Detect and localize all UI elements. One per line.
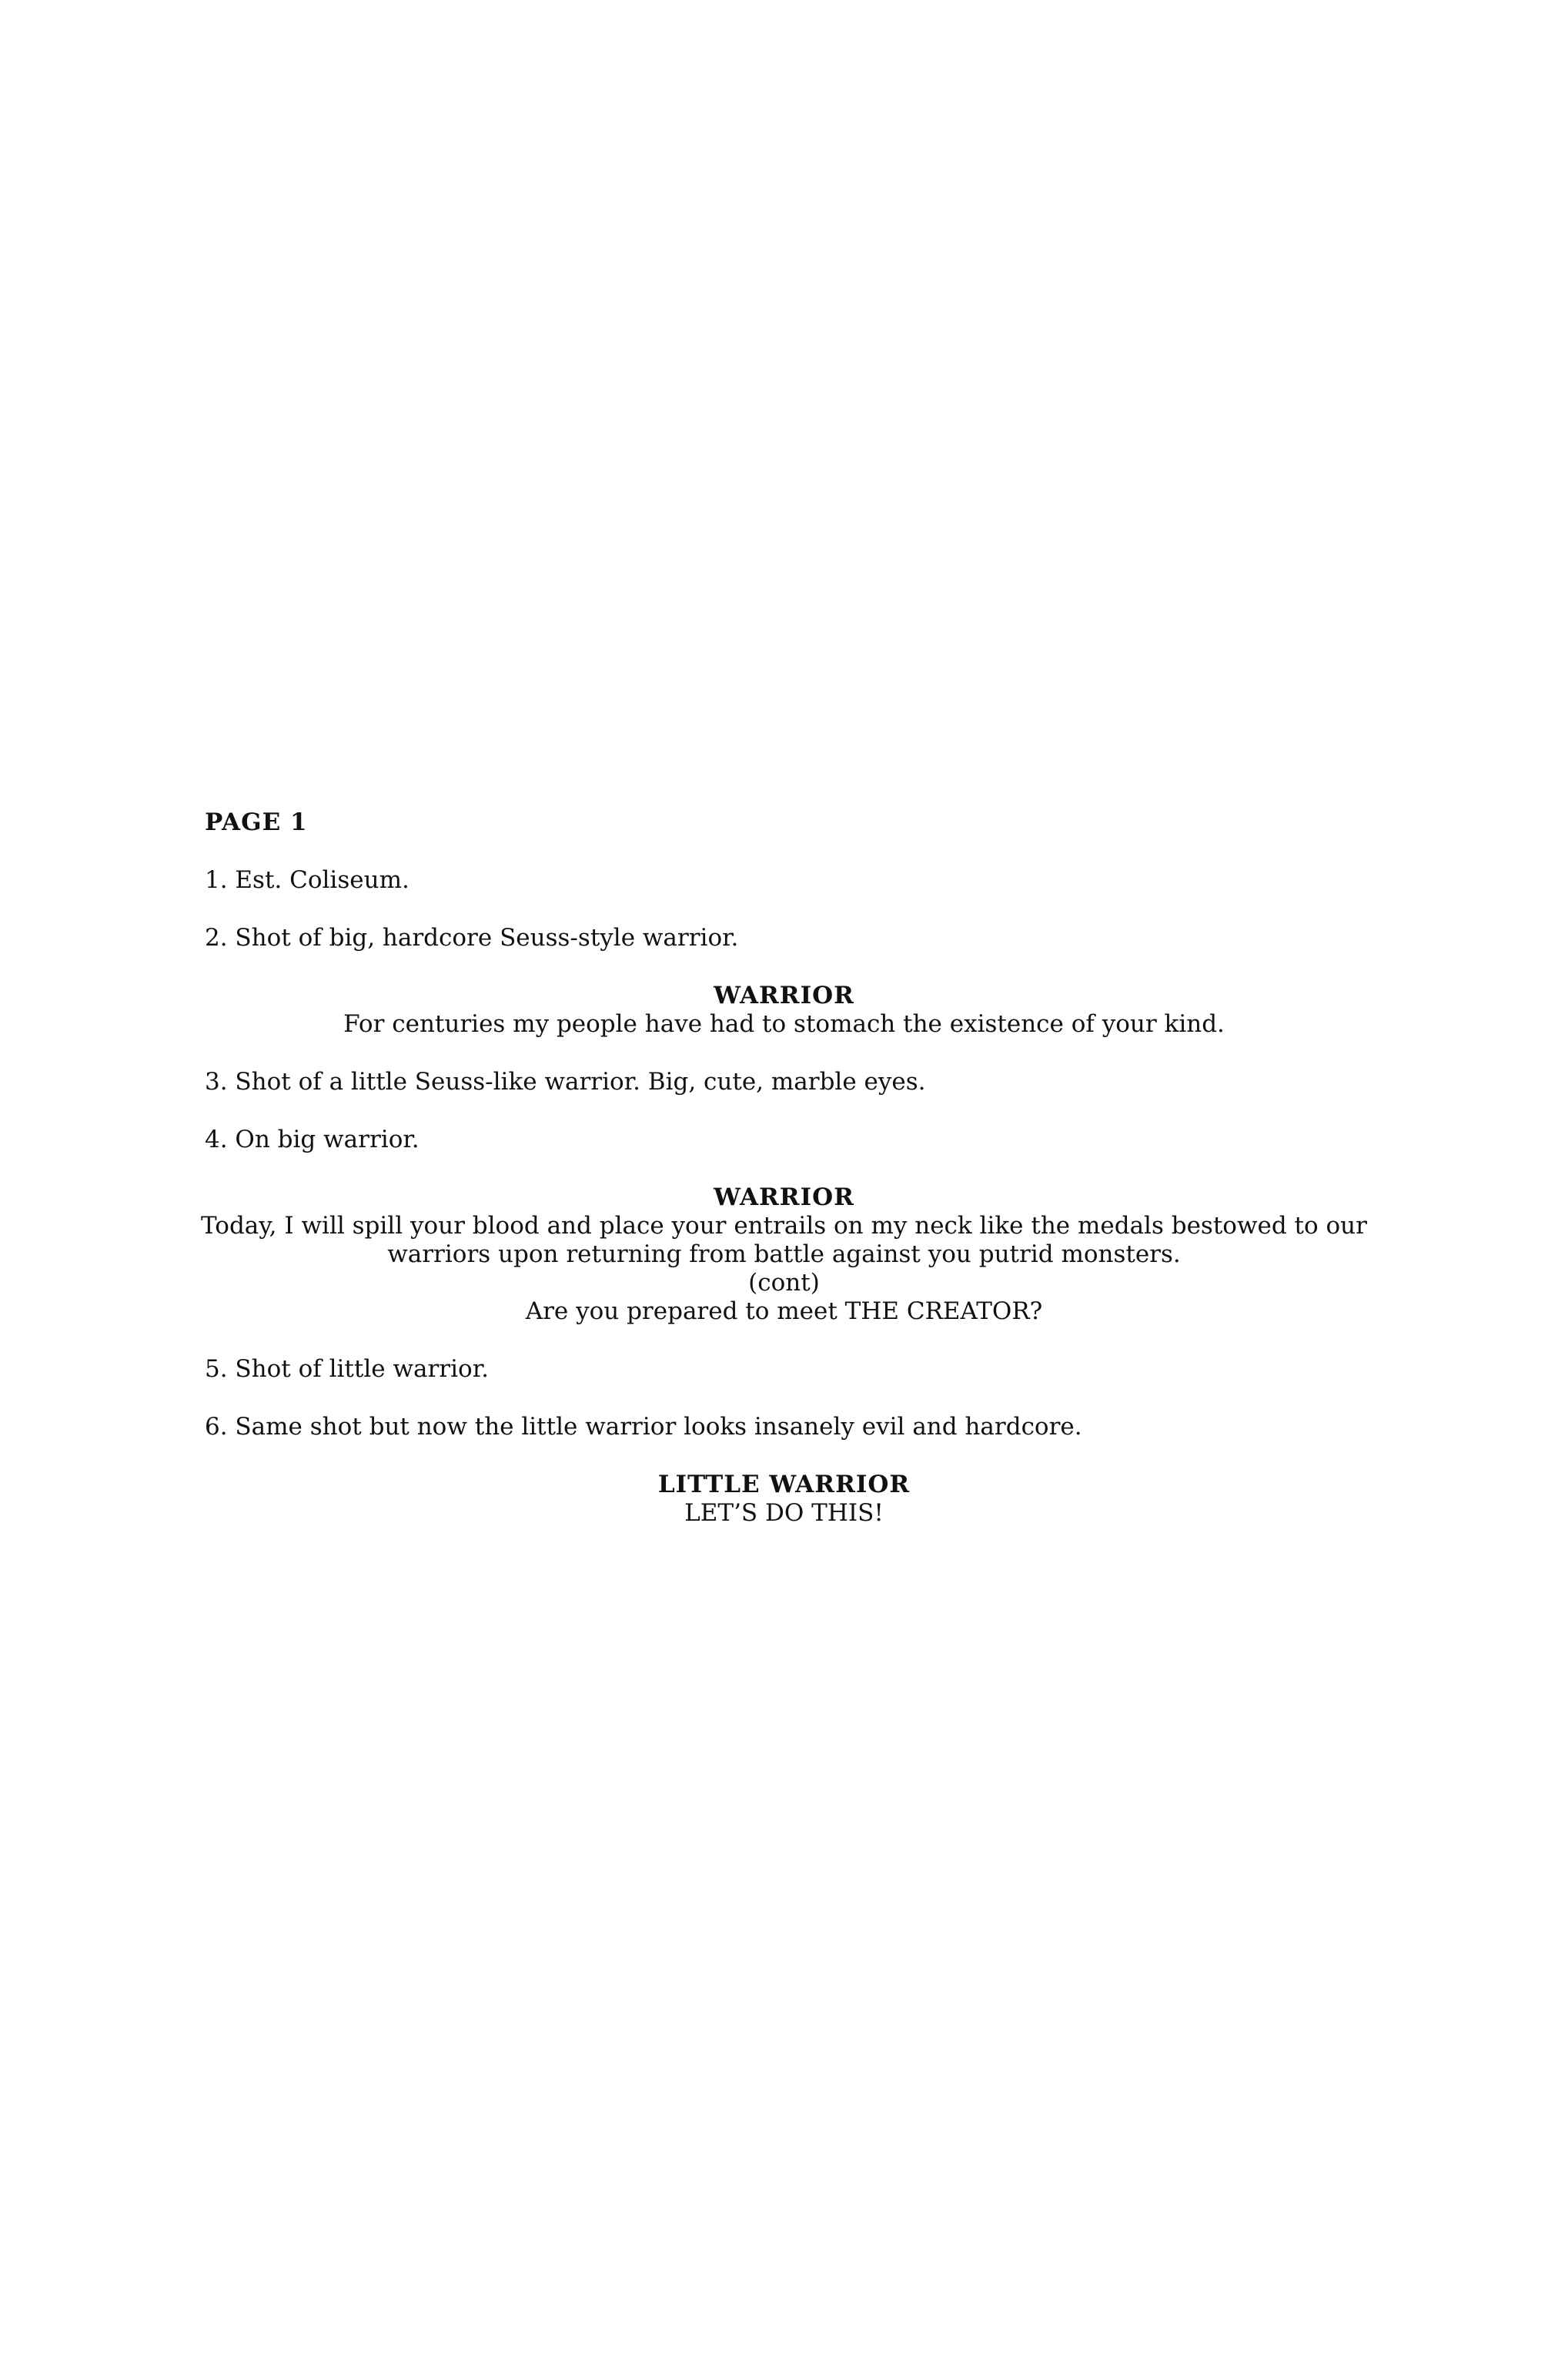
parenthetical: (cont)	[748, 1269, 820, 1297]
dialogue-line: LET’S DO THIS!	[684, 1499, 884, 1527]
dialogue-block	[205, 982, 1363, 1039]
panel-description: 3. Shot of a little Seuss-like warrior. Big, cute, marble eyes.	[205, 1068, 926, 1096]
speaker-name: LITTLE WARRIOR	[657, 1471, 911, 1498]
dialogue-line: Today, I will spill your blood and place your entrails on my neck like the medals bestowed to our	[201, 1212, 1367, 1240]
panel-description: 5. Shot of little warrior.	[205, 1355, 489, 1383]
dialogue-line: For centuries my people have had to stomach the existence of your kind.	[343, 1010, 1225, 1038]
panel-description: 1. Est. Coliseum.	[205, 866, 410, 894]
dialogue-block	[205, 1471, 1363, 1528]
dialogue-line: Are you prepared to meet THE CREATOR?	[525, 1297, 1043, 1325]
panel-description: 2. Shot of big, hardcore Seuss-style warrior.	[205, 924, 739, 952]
panel-description: 4. On big warrior.	[205, 1126, 420, 1153]
speaker-name: WARRIOR	[714, 1183, 854, 1211]
dialogue-line: warriors upon returning from battle against you putrid monsters.	[387, 1240, 1181, 1268]
panel-description: 6. Same shot but now the little warrior looks insanely evil and hardcore.	[205, 1413, 1082, 1441]
page-heading: PAGE 1	[205, 808, 308, 836]
dialogue-block	[201, 1183, 1367, 1326]
speaker-name: WARRIOR	[714, 982, 854, 1009]
script-body	[201, 808, 1367, 1528]
